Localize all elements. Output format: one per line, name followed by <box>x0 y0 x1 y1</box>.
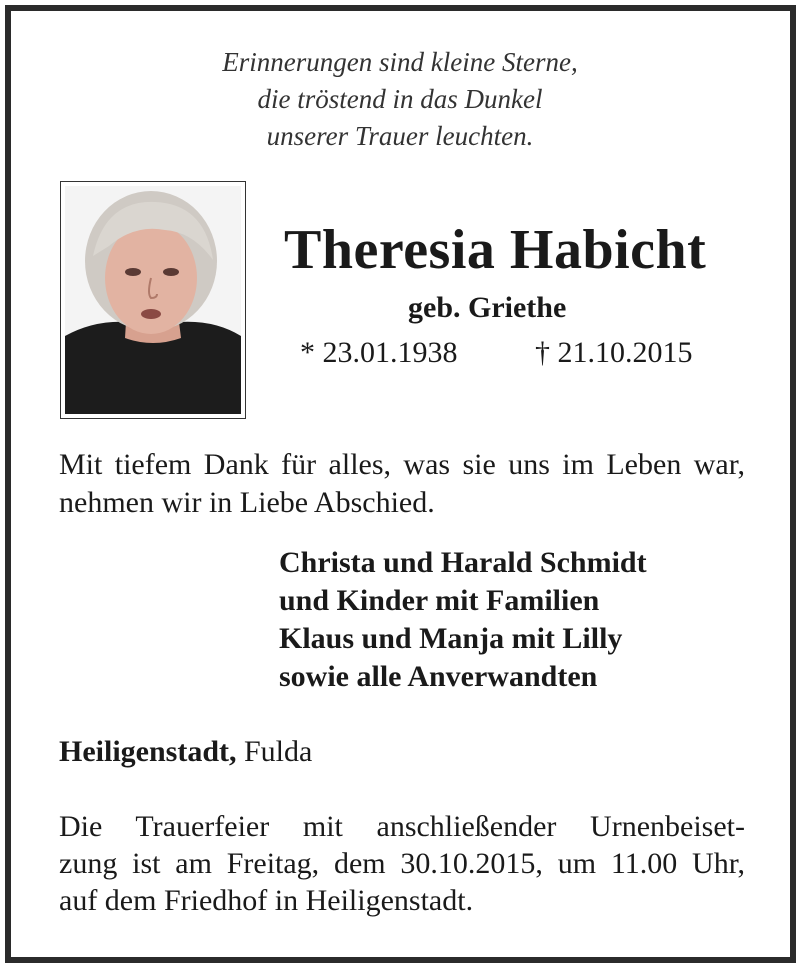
life-dates <box>300 335 693 371</box>
portrait-photo <box>60 181 246 419</box>
death-date: † 21.10.2015 <box>535 336 693 369</box>
mourner-line: Christa und Harald Schmidt <box>279 546 647 579</box>
poem-line: Erinnerungen sind kleine Sterne, <box>222 47 578 77</box>
place-main: Heiligenstadt, <box>59 735 237 768</box>
birth-date: * 23.01.1938 <box>300 336 458 369</box>
mourner-line: sowie alle Anverwandten <box>279 660 598 693</box>
funeral-info <box>59 808 745 919</box>
poem-line: unserer Trauer leuchten. <box>266 121 534 151</box>
funeral-line: auf dem Friedhof in Heiligenstadt. <box>59 884 474 917</box>
deceased-name: Theresia Habicht <box>284 219 707 281</box>
poem-line: die tröstend in das Dunkel <box>257 84 543 114</box>
mourner-line: und Kinder mit Familien <box>279 584 600 617</box>
mourner-line: Klaus und Manja mit Lilly <box>279 622 623 655</box>
thanks-text: Mit tiefem Dank für alles, was sie uns im Leben war, nehmen wir in Liebe Abschied. <box>59 448 745 519</box>
portrait-image <box>65 186 241 414</box>
memorial-poem <box>0 44 800 155</box>
funeral-line: Die Trauerfeier mit anschließender Urnenbeiset- <box>59 810 745 843</box>
funeral-line: zung ist am Freitag, dem 30.10.2015, um 11.00 Uhr, <box>59 847 745 880</box>
mourners-list <box>279 544 647 696</box>
maiden-name: geb. Griethe <box>408 291 567 324</box>
place-other: Fulda <box>244 735 313 768</box>
places <box>59 733 312 771</box>
